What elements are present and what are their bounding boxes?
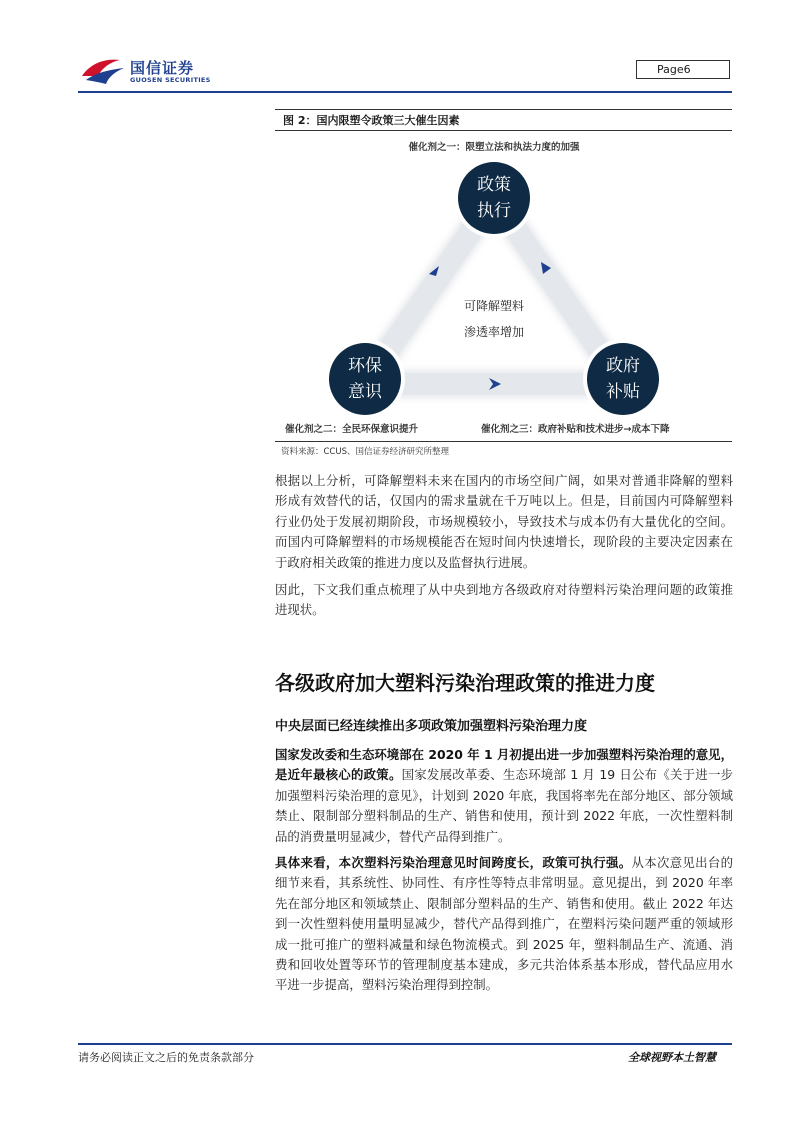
brand-name-cn: 国信证券 bbox=[130, 59, 195, 77]
guosen-logo-icon bbox=[80, 54, 128, 88]
paragraph-policy-details-body: 从本次意见出台的细节来看，其系统性、协同性、有序性等特点非常明显。意见提出，到 2020 年率先在部分地区和领域禁止、限制部分塑料品的生产、销售和使用。截止 2022 年达到一次性塑料使用量明显减少，替代产品得到推广，在塑料污染问题严重的领域形成一批可推广的塑料减量和绿色物流模式。到 2025 年，塑料制品生产、流通、消费和回收处置等环节的管理制度基本建成，多元共治体系基本形成，替代品应用水平进一步提高，塑料污染治理得到控制。 bbox=[275, 855, 734, 993]
node-left-line1: 环保 bbox=[348, 356, 382, 376]
section-heading: 各级政府加大塑料污染治理政策的推进力度 bbox=[275, 671, 655, 695]
paragraph-policy-details-lead: 具体来看，本次塑料污染治理意见时间跨度长，政策可执行强。 bbox=[275, 855, 632, 870]
paragraph-ndrc-policy-lead: 国家发改委和生态环境部在 2020 年 1 月初提出进一步加强塑料污染治理的意见，是近年最核心的政策。 bbox=[275, 747, 733, 783]
footer-slogan: 全球视野本土智慧 bbox=[628, 1051, 716, 1064]
figure-source: 资料来源：CCUS、国信证券经济研究所整理 bbox=[281, 447, 449, 457]
subsection-heading: 中央层面已经连续推出多项政策加强塑料污染治理力度 bbox=[275, 719, 588, 734]
node-environmental-awareness bbox=[325, 339, 405, 419]
paragraph-ndrc-policy-body: 国家发展改革委、生态环境部 1 月 19 日公布《关于进一步加强塑料污染治理的意见》，计划到 2020 年底，我国将率先在部分地区、部分领域禁止、限制部分塑料制品的生产、销售和使用，预计到 2022 年底，一次性塑料制品的消费量明显减少，替代产品得到推广。 bbox=[275, 767, 734, 844]
paragraph-ndrc-policy bbox=[275, 745, 733, 847]
page-number: Page6 bbox=[657, 63, 691, 76]
page-number-box bbox=[636, 60, 730, 79]
paragraph-market-analysis: 根据以上分析，可降解塑料未来在国内的市场空间广阔，如果对普通非降解的塑料形成有效替代的话，仅国内的需求量就在千万吨以上。但是，目前国内可降解塑料行业仍处于发展初期阶段，市场规模较小，导致技术与成本仍有大量优化的空间。而国内可降解塑料的市场规模能否在短时间内快速增长，现阶段的主要决定因素在于政府相关政策的推进力度以及监督执行进展。 bbox=[275, 473, 733, 570]
brand-name-en: GUOSEN SECURITIES bbox=[130, 76, 211, 84]
paragraph-transition: 因此，下文我们重点梳理了从中央到地方各级政府对待塑料污染治理问题的政策推进现状。 bbox=[275, 582, 733, 618]
figure-title-top-rule bbox=[275, 109, 732, 110]
catalyst-3-label: 催化剂之三：政府补贴和技术进步→成本下降 bbox=[481, 424, 670, 435]
footer-divider bbox=[78, 1043, 732, 1045]
node-top-line2: 执行 bbox=[477, 201, 511, 221]
node-top-line1: 政策 bbox=[477, 175, 511, 195]
catalyst-1-label: 催化剂之一：限塑立法和执法力度的加强 bbox=[408, 142, 580, 153]
node-policy-execution bbox=[454, 158, 534, 238]
paragraph-policy-details bbox=[275, 853, 733, 996]
catalyst-2-label: 催化剂之二：全民环保意识提升 bbox=[285, 424, 419, 435]
center-label-line1: 可降解塑料 bbox=[463, 299, 525, 313]
figure-title: 图 2：国内限塑令政策三大催生因素 bbox=[283, 114, 460, 127]
node-right-line1: 政府 bbox=[606, 356, 640, 376]
catalyst-triangle-diagram bbox=[275, 134, 732, 440]
node-right-line2: 补贴 bbox=[606, 382, 640, 402]
node-government-subsidy bbox=[583, 339, 663, 419]
center-label-line2: 渗透率增加 bbox=[463, 325, 525, 339]
node-left-line2: 意识 bbox=[348, 382, 382, 402]
footer-disclaimer: 请务必阅读正文之后的免责条款部分 bbox=[78, 1051, 254, 1064]
header-divider bbox=[78, 91, 732, 93]
figure-title-bottom-rule bbox=[275, 130, 732, 131]
figure-source-rule bbox=[275, 441, 732, 442]
